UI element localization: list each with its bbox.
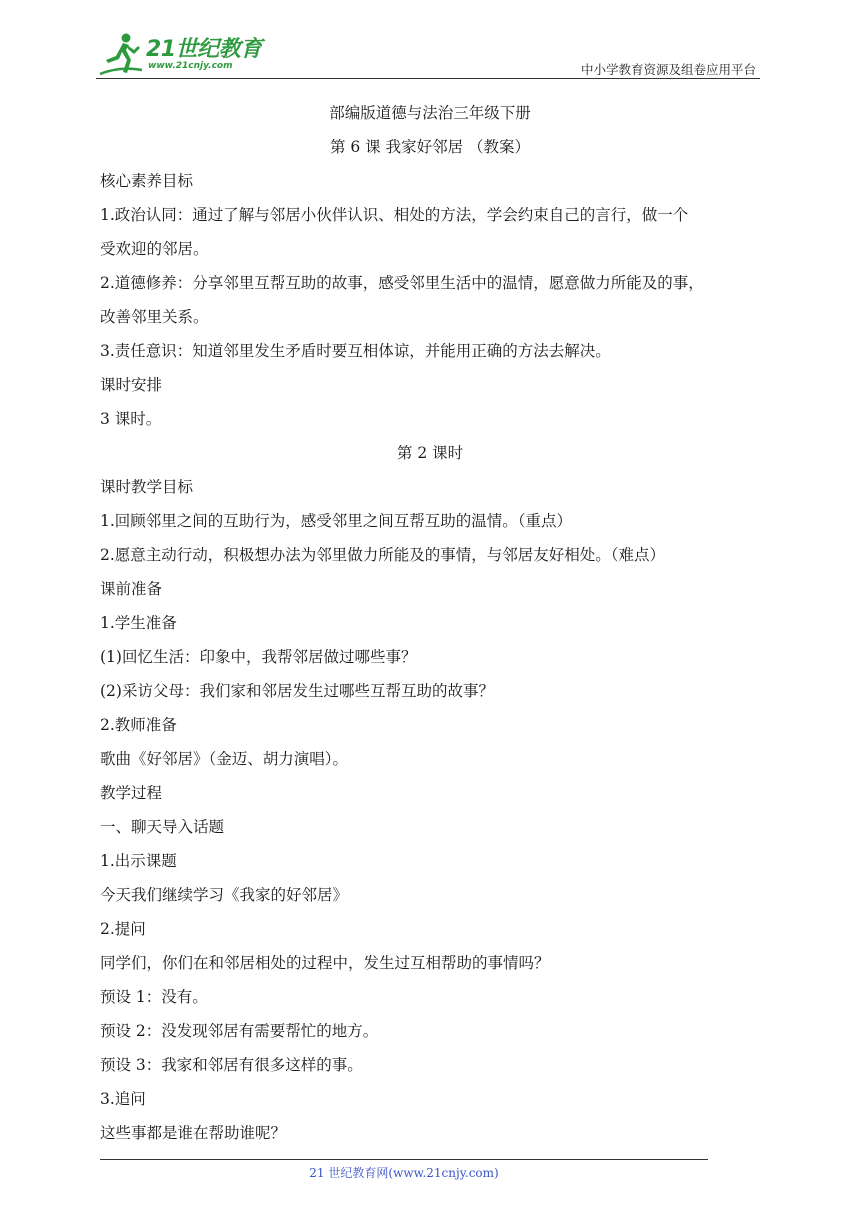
footer-link[interactable]: 21 世纪教育网(www.21cnjy.com)	[309, 1166, 499, 1180]
text-line: 3 课时。	[100, 410, 162, 428]
text-line: 预设 2：没发现邻居有需要帮忙的地方。	[100, 1022, 379, 1040]
text-line: 同学们，你们在和邻居相处的过程中，发生过互相帮助的事情吗？	[100, 954, 550, 972]
text-line: 1.回顾邻里之间的互助行为，感受邻里之间互帮互助的温情。（重点）	[100, 512, 573, 530]
text-line: (2)采访父母：我们家和邻居发生过哪些互帮互助的故事？	[100, 682, 494, 700]
text-line: 教学过程	[100, 784, 163, 802]
text-line: 今天我们继续学习《我家的好邻居》	[100, 886, 349, 904]
text-line: 2.提问	[100, 920, 146, 938]
text-line: 改善邻里关系。	[100, 308, 209, 326]
text-line: (1)回忆生活：印象中，我帮邻居做过哪些事？	[100, 648, 417, 666]
logo	[96, 30, 266, 78]
text-line: 一、聊天导入话题	[100, 818, 225, 836]
text-line: 1.出示课题	[100, 852, 177, 870]
platform-title: 中小学教育资源及组卷应用平台	[580, 62, 756, 77]
text-line: 1.学生准备	[100, 614, 177, 632]
text-line: 课时安排	[100, 376, 163, 394]
text-line: 核心素养目标	[100, 172, 194, 190]
text-line: 1.政治认同：通过了解与邻居小伙伴认识、相处的方法，学会约束自己的言行，做一个	[100, 206, 689, 224]
text-line: 2.道德修养：分享邻里互帮互助的故事，感受邻里生活中的温情，愿意做力所能及的事，	[100, 274, 704, 292]
text-line: 第 2 课时	[396, 444, 464, 462]
text-line: 部编版道德与法治三年级下册	[329, 104, 531, 122]
text-line: 受欢迎的邻居。	[100, 240, 209, 258]
text-line: 课时教学目标	[100, 478, 194, 496]
runner-logo-icon	[96, 30, 144, 78]
text-line: 第 6 课 我家好邻居 （教案）	[329, 138, 531, 156]
header-divider	[96, 78, 760, 79]
logo-url-text: www.21cnjy.com	[148, 61, 233, 71]
footer-divider	[100, 1159, 708, 1160]
text-line: 3.责任意识：知道邻里发生矛盾时要互相体谅，并能用正确的方法去解决。	[100, 342, 611, 360]
text-line: 课前准备	[100, 580, 163, 598]
text-line: 歌曲《好邻居》（金迈、胡力演唱）。	[100, 750, 349, 768]
text-line: 预设 3：我家和邻居有很多这样的事。	[100, 1056, 363, 1074]
text-line: 预设 1：没有。	[100, 988, 208, 1006]
text-line: 3.追问	[100, 1090, 146, 1108]
page-header	[96, 30, 760, 78]
logo-brand-text: 21世纪教育	[146, 37, 262, 62]
text-line: 这些事都是谁在帮助谁呢？	[100, 1124, 287, 1142]
text-line: 2.教师准备	[100, 716, 177, 734]
document-body	[100, 96, 760, 1150]
text-line: 2.愿意主动行动，积极想办法为邻里做力所能及的事情，与邻居友好相处。（难点）	[100, 546, 666, 564]
